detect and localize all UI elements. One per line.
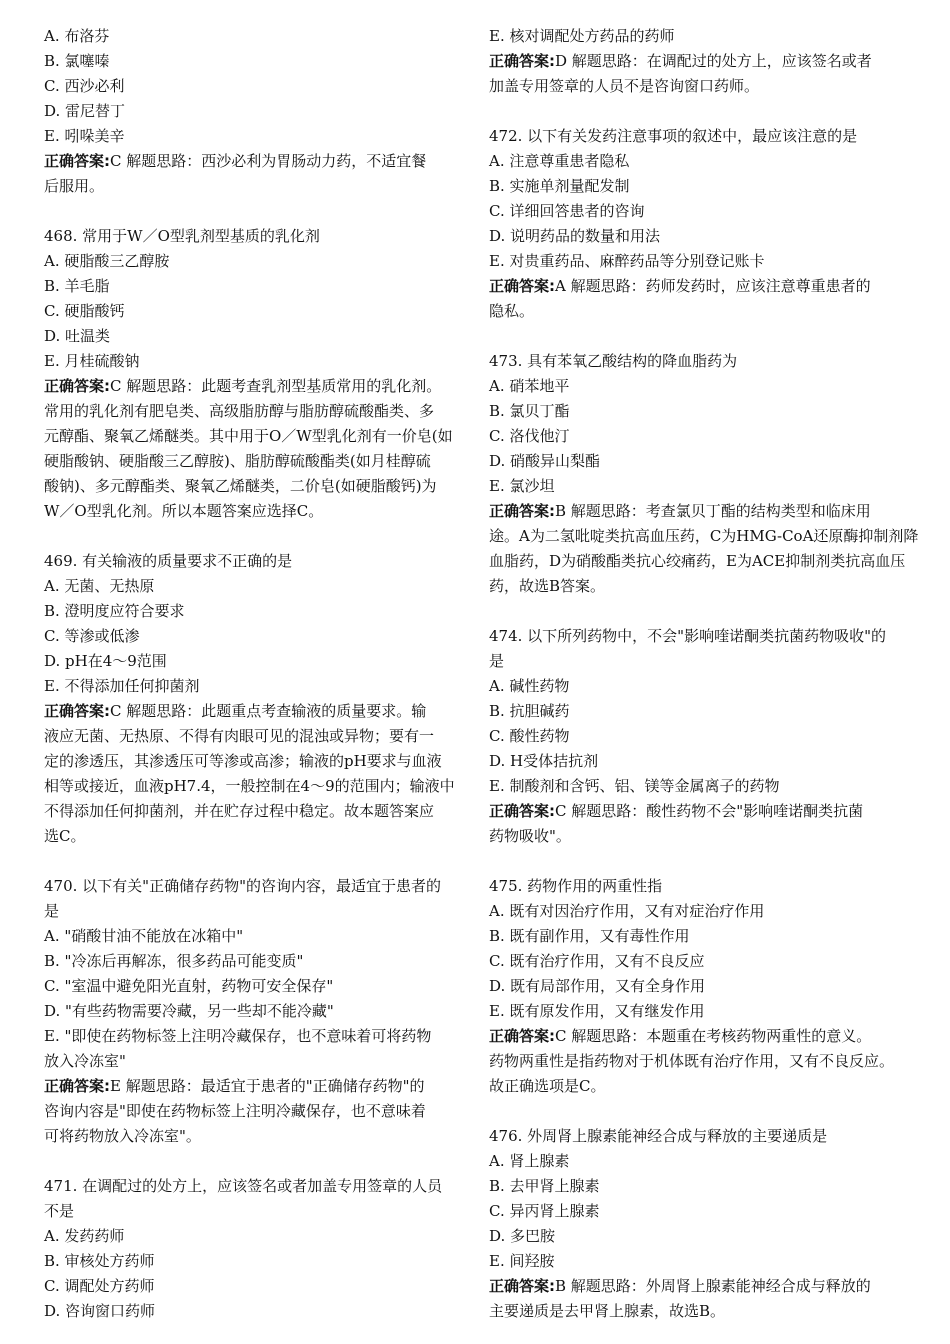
option-item: D. 说明药品的数量和用法 — [489, 227, 661, 245]
spacer — [489, 849, 925, 874]
option-item: D. H受体拮抗剂 — [489, 752, 599, 770]
option-item: B. 氯贝丁酯 — [489, 402, 570, 420]
answer-label: 正确答案: — [489, 1027, 555, 1045]
answer-label: 正确答案: — [44, 377, 110, 395]
spacer — [44, 524, 480, 549]
answer-line — [489, 1049, 925, 1074]
answer-text: 隐私。 — [489, 302, 535, 320]
option-item: D. 既有局部作用，又有全身作用 — [489, 977, 706, 995]
question-block — [489, 1124, 925, 1324]
option-item: D. 多巴胺 — [489, 1227, 556, 1245]
answer-text: 不得添加任何抑菌剂，并在贮存过程中稳定。故本题答案应 — [44, 802, 435, 820]
option-item: E. 既有原发作用，又有继发作用 — [489, 1002, 705, 1020]
answer-line — [44, 474, 480, 499]
left-column — [44, 24, 480, 1324]
question-title: 471. 在调配过的处方上，应该签名或者加盖专用签章的人员 — [44, 1177, 443, 1195]
question-continuation — [489, 24, 925, 49]
answer-text: E 解题思路：最适宜于患者的"正确储存药物"的 — [110, 1077, 425, 1095]
option-item: D. "有些药物需要冷藏，另一些却不能冷藏" — [44, 1002, 334, 1020]
option-item: C. 详细回答患者的咨询 — [489, 202, 645, 220]
answer-line — [489, 549, 925, 574]
answer-label: 正确答案: — [489, 52, 555, 70]
question-title: 474. 以下所列药物中，不会"影响喹诺酮类抗菌药物吸收"的 — [489, 627, 886, 645]
answer-text: 相等或接近，血液pH7.4，一般控制在4～9的范围内；输液中 — [44, 777, 455, 795]
option-item: E. "即使在药物标签上注明冷藏保存，也不意味着可将药物 — [44, 1027, 432, 1045]
answer-text: C 解题思路：酸性药物不会"影响喹诺酮类抗菌 — [555, 802, 864, 820]
answer-line — [44, 774, 480, 799]
question-block — [489, 624, 925, 874]
answer-text: C 解题思路：西沙必利为胃肠动力药，不适宜餐 — [110, 152, 427, 170]
option-item: C. 硬脂酸钙 — [44, 302, 125, 320]
answer-line — [489, 1074, 925, 1099]
spacer — [489, 324, 925, 349]
option-item: E. 制酸剂和含钙、铝、镁等金属离子的药物 — [489, 777, 780, 795]
answer-line — [44, 399, 480, 424]
question-block — [489, 349, 925, 624]
option-item: D. 吐温类 — [44, 327, 111, 345]
answer-text: 药物吸收"。 — [489, 827, 571, 845]
answer-text: 后服用。 — [44, 177, 105, 195]
option-item: E. 不得添加任何抑菌剂 — [44, 677, 200, 695]
right-column — [489, 24, 925, 1324]
spacer — [489, 99, 925, 124]
option-item: C. 异丙肾上腺素 — [489, 1202, 600, 1220]
answer-line — [44, 1124, 480, 1149]
question-block — [44, 874, 480, 1174]
answer-line — [489, 274, 925, 299]
answer-line — [489, 524, 925, 549]
option-item: A. 肾上腺素 — [489, 1152, 570, 1170]
answer-line — [489, 824, 925, 849]
option-item: C. 既有治疗作用，又有不良反应 — [489, 952, 705, 970]
answer-line — [44, 499, 480, 524]
question-title: 472. 以下有关发药注意事项的叙述中，最应该注意的是 — [489, 127, 858, 145]
answer-text: C 解题思路：此题重点考查输液的质量要求。输 — [110, 702, 427, 720]
answer-text: 药物两重性是指药物对于机体既有治疗作用，又有不良反应。 — [489, 1052, 895, 1070]
answer-text: 途。A为二氢吡啶类抗高血压药，C为HMG-CoA还原酶抑制剂降 — [489, 527, 919, 545]
option-item: A. 布洛芬 — [44, 27, 110, 45]
option-item: E. 氯沙坦 — [489, 477, 555, 495]
option-item: A. 硝苯地平 — [489, 377, 570, 395]
answer-line — [489, 1024, 925, 1049]
answer-line — [489, 299, 925, 324]
answer-text: 常用的乳化剂有肥皂类、高级脂肪醇与脂肪醇硫酸酯类、多 — [44, 402, 435, 420]
question-title: 469. 有关输液的质量要求不正确的是 — [44, 552, 293, 570]
answer-line — [489, 1299, 925, 1324]
answer-text: 硬脂酸钠、硬脂酸三乙醇胺)、脂肪醇硫酸酯类(如月桂醇硫 — [44, 452, 431, 470]
option-item: B. 澄明度应符合要求 — [44, 602, 185, 620]
answer-text: D 解题思路：在调配过的处方上，应该签名或者 — [555, 52, 872, 70]
answer-text: 选C。 — [44, 827, 86, 845]
option-item: B. 实施单剂量配发制 — [489, 177, 630, 195]
option-item: D. 咨询窗口药师 — [44, 1302, 156, 1320]
option-item: A. 注意尊重患者隐私 — [489, 152, 630, 170]
question-block — [489, 874, 925, 1124]
answer-label: 正确答案: — [489, 802, 555, 820]
answer-line — [44, 1099, 480, 1124]
question-block — [44, 224, 480, 549]
answer-text: W／O型乳化剂。所以本题答案应选择C。 — [44, 502, 324, 520]
option-item: B. 既有副作用，又有毒性作用 — [489, 927, 690, 945]
option-item: C. 等渗或低渗 — [44, 627, 140, 645]
question-block — [44, 1174, 480, 1324]
option-item: C. 酸性药物 — [489, 727, 570, 745]
answer-text: 主要递质是去甲肾上腺素，故选B。 — [489, 1302, 726, 1320]
spacer — [489, 1099, 925, 1124]
option-item: B. 羊毛脂 — [44, 277, 110, 295]
answer-line — [44, 724, 480, 749]
answer-line — [489, 574, 925, 599]
question-title: 473. 具有苯氧乙酸结构的降血脂药为 — [489, 352, 738, 370]
answer-line — [44, 1074, 480, 1099]
answer-text: C 解题思路：此题考查乳剂型基质常用的乳化剂。 — [110, 377, 442, 395]
spacer — [489, 599, 925, 624]
option-item: A. 碱性药物 — [489, 677, 570, 695]
option-item: C. "室温中避免阳光直射，药物可安全保存" — [44, 977, 334, 995]
option-item: C. 西沙必利 — [44, 77, 125, 95]
spacer — [44, 849, 480, 874]
answer-line — [44, 699, 480, 724]
answer-text: B 解题思路：外周肾上腺素能神经合成与释放的 — [555, 1277, 871, 1295]
option-item: A. "硝酸甘油不能放在冰箱中" — [44, 927, 244, 945]
answer-text: 元醇酯、聚氧乙烯醚类。其中用于O／W型乳化剂有一价皂(如 — [44, 427, 453, 445]
answer-text: 药，故选B答案。 — [489, 577, 606, 595]
answer-text: 定的渗透压，其渗透压可等渗或高渗；输液的pH要求与血液 — [44, 752, 442, 770]
answer-line — [489, 49, 925, 74]
option-item: E. 对贵重药品、麻醉药品等分别登记账卡 — [489, 252, 765, 270]
answer-text: 血脂药，D为硝酸酯类抗心绞痛药，E为ACE抑制剂类抗高血压 — [489, 552, 906, 570]
option-item: E. 吲哚美辛 — [44, 127, 125, 145]
answer-line — [489, 74, 925, 99]
option-item: D. pH在4～9范围 — [44, 652, 167, 670]
answer-line — [44, 374, 480, 399]
answer-text: 酸钠)、多元醇酯类、聚氧乙烯醚类，二价皂(如硬脂酸钙)为 — [44, 477, 437, 495]
option-item: D. 雷尼替丁 — [44, 102, 126, 120]
option-item: B. 审核处方药师 — [44, 1252, 155, 1270]
question-title: 470. 以下有关"正确储存药物"的咨询内容，最适宜于患者的 — [44, 877, 441, 895]
answer-line — [489, 499, 925, 524]
question-title: 是 — [44, 902, 60, 920]
option-item: B. "冷冻后再解冻，很多药品可能变质" — [44, 952, 304, 970]
answer-label: 正确答案: — [489, 277, 555, 295]
answer-label: 正确答案: — [44, 152, 110, 170]
option-item: E. 月桂硫酸钠 — [44, 352, 140, 370]
question-title: 475. 药物作用的两重性指 — [489, 877, 663, 895]
answer-line — [489, 799, 925, 824]
answer-line — [44, 449, 480, 474]
question-title: 不是 — [44, 1202, 75, 1220]
answer-text: 加盖专用签章的人员不是咨询窗口药师。 — [489, 77, 760, 95]
option-item: A. 硬脂酸三乙醇胺 — [44, 252, 170, 270]
question-continuation — [44, 149, 480, 224]
answer-line — [489, 1274, 925, 1299]
option-item: A. 既有对因治疗作用，又有对症治疗作用 — [489, 902, 765, 920]
option-item: B. 抗胆碱药 — [489, 702, 570, 720]
option-item: A. 无菌、无热原 — [44, 577, 155, 595]
answer-text: A 解题思路：药师发药时，应该注意尊重患者的 — [555, 277, 871, 295]
answer-line — [44, 149, 480, 174]
question-title: 468. 常用于W／O型乳剂型基质的乳化剂 — [44, 227, 320, 245]
answer-text: B 解题思路：考查氯贝丁酯的结构类型和临床用 — [555, 502, 871, 520]
answer-line — [44, 749, 480, 774]
answer-label: 正确答案: — [44, 702, 110, 720]
option-item: 放入冷冻室" — [44, 1052, 126, 1070]
answer-text: 液应无菌、无热原、不得有肉眼可见的混浊或异物；要有一 — [44, 727, 435, 745]
spacer — [44, 1149, 480, 1174]
option-item: C. 调配处方药师 — [44, 1277, 155, 1295]
answer-text: 咨询内容是"即使在药物标签上注明冷藏保存，也不意味着 — [44, 1102, 426, 1120]
answer-text: 可将药物放入冷冻室"。 — [44, 1127, 201, 1145]
question-title: 是 — [489, 652, 505, 670]
answer-text: 故正确选项是C。 — [489, 1077, 606, 1095]
option-item: B. 去甲肾上腺素 — [489, 1177, 600, 1195]
answer-line — [44, 799, 480, 824]
answer-label: 正确答案: — [44, 1077, 110, 1095]
answer-line — [44, 824, 480, 849]
answer-line — [44, 424, 480, 449]
question-continuation — [44, 24, 480, 149]
answer-line — [44, 174, 480, 199]
option-item: C. 洛伐他汀 — [489, 427, 570, 445]
option-item: B. 氯噻嗪 — [44, 52, 110, 70]
question-block — [489, 124, 925, 349]
option-item: E. 间羟胺 — [489, 1252, 555, 1270]
answer-text: C 解题思路：本题重在考核药物两重性的意义。 — [555, 1027, 872, 1045]
answer-label: 正确答案: — [489, 1277, 555, 1295]
question-title: 476. 外周肾上腺素能神经合成与释放的主要递质是 — [489, 1127, 828, 1145]
option-item: D. 硝酸异山梨酯 — [489, 452, 601, 470]
spacer — [44, 199, 480, 224]
answer-label: 正确答案: — [489, 502, 555, 520]
question-block — [44, 549, 480, 874]
option-item: E. 核对调配处方药品的药师 — [489, 27, 675, 45]
option-item: A. 发药药师 — [44, 1227, 125, 1245]
question-continuation — [489, 49, 925, 124]
